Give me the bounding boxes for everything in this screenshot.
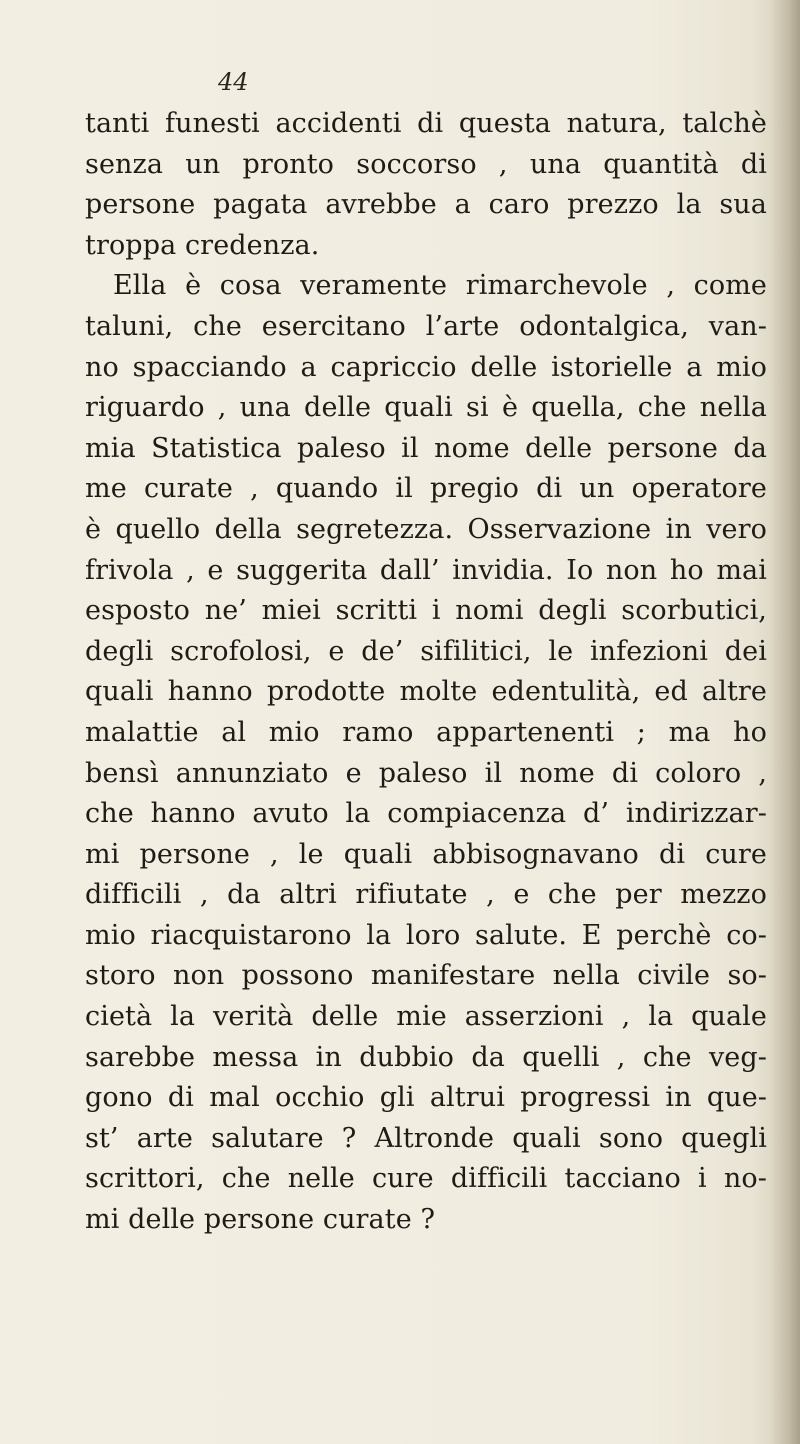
text-line: tanti funesti accidenti di questa natura, talchè	[85, 108, 767, 139]
text-line: quali hanno prodotte molte edentulità, ed altre	[85, 676, 767, 708]
text-line: frivola , e suggerita dall’ invidia. Io non ho mai	[85, 554, 767, 586]
binding-shadow	[770, 0, 800, 1444]
text-line: taluni, che esercitano l’arte odontalgica, van-	[85, 310, 767, 342]
text-line: mia Statistica paleso il nome delle persone da	[85, 432, 767, 464]
text-line: troppa credenza.	[85, 229, 320, 261]
text-line: senza un pronto soccorso , una quantità di	[85, 148, 767, 180]
text-line: esposto ne’ miei scritti i nomi degli scorbutici,	[85, 595, 767, 627]
text-line: gono di mal occhio gli altrui progressi in que-	[85, 1082, 767, 1114]
text-line: che hanno avuto la compiacenza d’ indirizzar-	[85, 798, 767, 830]
page-number: 44	[218, 68, 249, 96]
text-line: malattie al mio ramo appartenenti ; ma ho	[85, 716, 767, 748]
text-line: Ella è cosa veramente rimarchevole , come	[113, 270, 767, 302]
body-text	[85, 104, 767, 1241]
text-line: me curate , quando il pregio di un operatore	[85, 473, 767, 505]
text-line: st’ arte salutare ? Altronde quali sono quegli	[85, 1122, 767, 1154]
text-line: mi persone , le quali abbisognavano di cure	[85, 838, 767, 870]
text-line: è quello della segretezza. Osservazione in vero	[85, 513, 767, 545]
text-line: mio riacquistarono la loro salute. E perchè co-	[85, 919, 767, 951]
text-line: scrittori, che nelle cure difficili tacciano i no-	[85, 1163, 767, 1195]
text-line: persone pagata avrebbe a caro prezzo la sua	[85, 189, 767, 221]
text-line: no spacciando a capriccio delle istorielle a mio	[85, 351, 767, 383]
text-line: riguardo , una delle quali si è quella, che nella	[85, 392, 767, 424]
text-line: mi delle persone curate ?	[85, 1204, 436, 1236]
text-line: cietà la verità delle mie asserzioni , la quale	[85, 1001, 767, 1033]
text-line: storo non possono manifestare nella civile so-	[85, 960, 767, 992]
text-line: sarebbe messa in dubbio da quelli , che veg-	[85, 1041, 767, 1073]
text-line: difficili , da altri rifiutate , e che per mezzo	[85, 879, 767, 911]
text-line: bensì annunziato e paleso il nome di coloro ,	[85, 757, 767, 789]
text-line: degli scrofolosi, e de’ sifilitici, le infezioni dei	[85, 635, 767, 667]
